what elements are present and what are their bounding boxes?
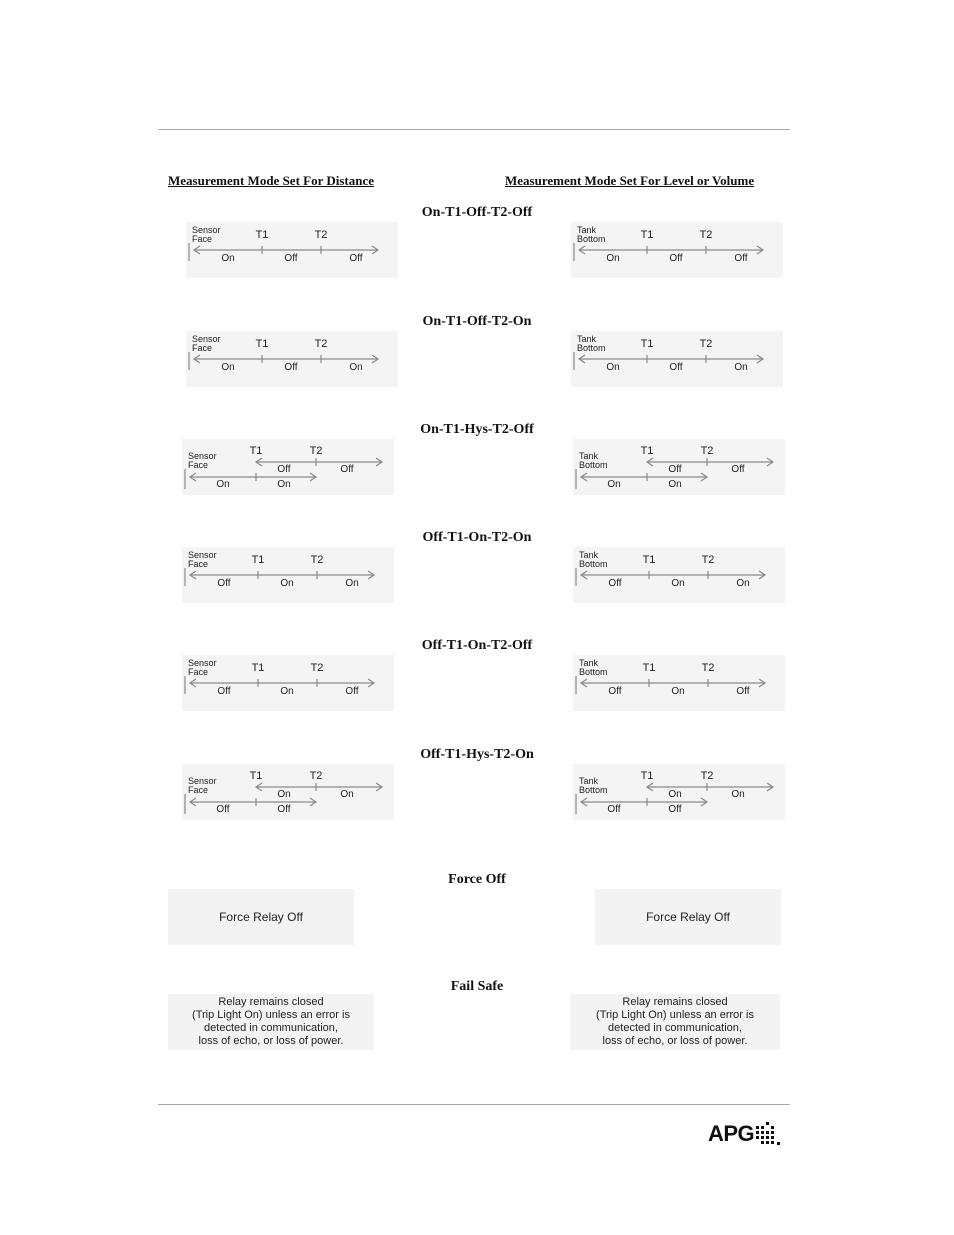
relay-diagram-level — [571, 222, 783, 278]
relay-diagram-distance — [186, 331, 398, 387]
fail-safe-distance — [168, 994, 374, 1050]
level-column-header: Measurement Mode Set For Level or Volume — [505, 173, 755, 188]
diagram-label: Off — [608, 686, 622, 697]
diagram-label: Face — [192, 234, 213, 244]
diagram-label: T2 — [701, 554, 715, 566]
top-rule — [158, 129, 790, 130]
fail-safe-line: (Trip Light On) unless an error is — [596, 1009, 754, 1021]
relay-diagram-level — [573, 764, 785, 820]
relay-diagram-level — [573, 439, 785, 495]
logo-dot-grid-icon — [756, 1122, 782, 1146]
diagram-label: Bottom — [579, 785, 608, 795]
diagram-label: Sensor — [192, 334, 221, 344]
diagram-label: On — [607, 479, 621, 490]
fail-safe-level — [570, 994, 780, 1050]
diagram-label: T2 — [309, 770, 323, 782]
diagram-label: T1 — [255, 229, 269, 241]
diagram-label: Bottom — [579, 559, 608, 569]
diagram-label: Sensor — [188, 658, 217, 668]
diagram-label: On — [340, 789, 354, 800]
diagram-label: Off — [284, 362, 298, 373]
diagram-label: On — [671, 686, 685, 697]
diagram-label: Off — [216, 804, 230, 815]
diagram-label: On — [221, 253, 235, 264]
relay-diagram-distance — [182, 547, 394, 603]
diagram-label: Off — [608, 578, 622, 589]
diagram-label: Off — [349, 253, 363, 264]
fail-safe-line: detected in communication, — [204, 1022, 338, 1034]
section-title: On-T1-Off-T2-On — [422, 314, 532, 329]
logo-text: APG — [708, 1121, 755, 1146]
fail-safe-line: loss of echo, or loss of power. — [198, 1035, 344, 1047]
diagram-label: On — [280, 686, 294, 697]
diagram-label: T2 — [309, 445, 323, 457]
fail-safe-line: Relay remains closed — [218, 996, 324, 1008]
diagram-label: Off — [217, 686, 231, 697]
section-title: Off-T1-On-T2-On — [422, 530, 532, 545]
apg-logo — [708, 1121, 782, 1147]
diagram-label: Face — [188, 559, 209, 569]
diagram-label: Off — [345, 686, 359, 697]
diagram-label: Tank — [577, 225, 597, 235]
diagram-label: Off — [734, 253, 748, 264]
diagram-label: Bottom — [577, 343, 606, 353]
diagram-label: On — [345, 578, 359, 589]
fail-safe-line: Relay remains closed — [622, 996, 728, 1008]
diagram-label: Off — [340, 464, 354, 475]
diagram-label: Face — [188, 667, 209, 677]
diagram-label: Bottom — [577, 234, 606, 244]
diagram-label: T2 — [700, 770, 714, 782]
diagram-label: On — [606, 362, 620, 373]
section-title: Fail Safe — [450, 979, 504, 994]
diagram-label: T2 — [700, 445, 714, 457]
diagram-label: On — [216, 479, 230, 490]
diagram-label: T2 — [701, 662, 715, 674]
diagram-label: On — [606, 253, 620, 264]
diagram-label: Tank — [579, 451, 599, 461]
diagram-label: Sensor — [188, 776, 217, 786]
diagram-label: T2 — [314, 229, 328, 241]
relay-diagram-level — [571, 331, 783, 387]
diagram-label: Off — [669, 253, 683, 264]
diagram-label: Off — [668, 464, 682, 475]
diagram-label: Off — [736, 686, 750, 697]
relay-diagram-distance — [182, 655, 394, 711]
diagram-label: Bottom — [579, 460, 608, 470]
diagram-label: Off — [731, 464, 745, 475]
diagram-label: On — [671, 578, 685, 589]
diagram-label: T2 — [310, 662, 324, 674]
diagram-label: On — [668, 789, 682, 800]
diagram-label: Off — [284, 253, 298, 264]
diagram-label: Tank — [579, 776, 599, 786]
diagram-label: Sensor — [188, 550, 217, 560]
force-relay-off-level: Force Relay Off — [595, 889, 781, 945]
diagram-label: On — [221, 362, 235, 373]
relay-diagram-distance — [182, 439, 394, 495]
diagram-label: T1 — [251, 662, 265, 674]
bottom-rule — [158, 1104, 790, 1105]
diagram-label: Face — [192, 343, 213, 353]
diagram-label: T1 — [249, 770, 263, 782]
diagram-label: T1 — [255, 338, 269, 350]
section-title: Off-T1-On-T2-Off — [421, 638, 533, 653]
diagram-label: On — [731, 789, 745, 800]
diagram-label: Tank — [579, 658, 599, 668]
diagram-label: Tank — [579, 550, 599, 560]
distance-column-header: Measurement Mode Set For Distance — [168, 173, 375, 188]
section-title: On-T1-Hys-T2-Off — [420, 422, 534, 437]
diagram-label: On — [277, 789, 291, 800]
diagram-label: Face — [188, 460, 209, 470]
diagram-label: Tank — [577, 334, 597, 344]
diagram-label: T1 — [640, 338, 654, 350]
diagram-label: On — [280, 578, 294, 589]
diagram-label: Off — [607, 804, 621, 815]
diagram-label: T2 — [314, 338, 328, 350]
section-title: On-T1-Off-T2-Off — [421, 205, 533, 220]
diagram-label: T1 — [251, 554, 265, 566]
diagram-label: On — [349, 362, 363, 373]
diagram-label: On — [277, 479, 291, 490]
diagram-label: On — [668, 479, 682, 490]
diagram-label: Off — [669, 362, 683, 373]
diagram-label: Off — [277, 464, 291, 475]
diagram-label: T1 — [640, 770, 654, 782]
relay-diagram-level — [573, 547, 785, 603]
diagram-label: T1 — [642, 662, 656, 674]
diagram-label: T2 — [699, 229, 713, 241]
diagram-label: On — [734, 362, 748, 373]
section-title: Off-T1-Hys-T2-On — [420, 747, 534, 762]
force-relay-off-distance: Force Relay Off — [168, 889, 354, 945]
diagram-label: Sensor — [188, 451, 217, 461]
diagram-label: T2 — [310, 554, 324, 566]
diagram-label: Sensor — [192, 225, 221, 235]
relay-diagram-level — [573, 655, 785, 711]
relay-diagram-distance — [182, 764, 394, 820]
diagram-label: T1 — [642, 554, 656, 566]
diagram-label: Bottom — [579, 667, 608, 677]
section-title: Force Off — [448, 872, 506, 887]
diagram-label: Off — [668, 804, 682, 815]
fail-safe-line: detected in communication, — [608, 1022, 742, 1034]
diagram-label: Off — [277, 804, 291, 815]
diagram-label: T1 — [640, 229, 654, 241]
relay-diagram-distance — [186, 222, 398, 278]
diagram-label: On — [736, 578, 750, 589]
diagram-label: Off — [217, 578, 231, 589]
diagram-label: T1 — [249, 445, 263, 457]
diagram-label: T1 — [640, 445, 654, 457]
fail-safe-line: loss of echo, or loss of power. — [602, 1035, 748, 1047]
diagram-label: T2 — [699, 338, 713, 350]
fail-safe-line: (Trip Light On) unless an error is — [192, 1009, 350, 1021]
diagram-label: Face — [188, 785, 209, 795]
